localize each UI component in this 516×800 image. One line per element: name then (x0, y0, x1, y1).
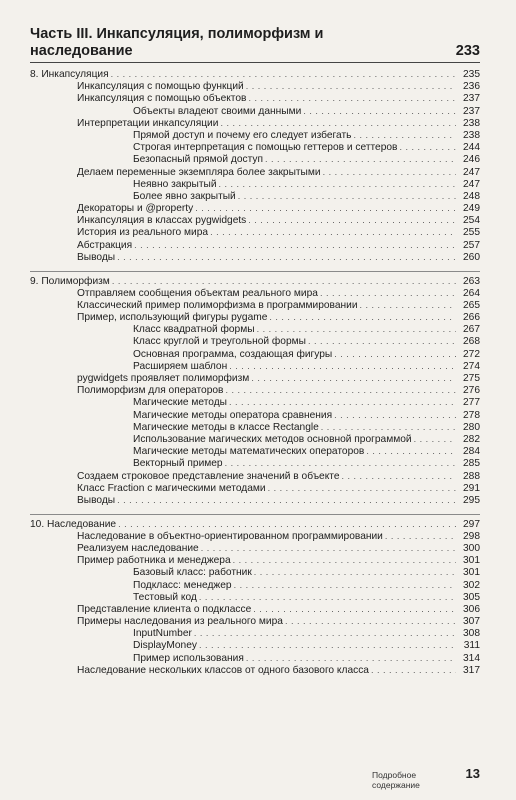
dot-leader (268, 482, 456, 494)
footer-label: Подробное содержание (372, 770, 420, 790)
table-of-contents (30, 68, 480, 684)
toc-entry-page: 255 (463, 227, 480, 239)
toc-chapter-entry[interactable] (30, 275, 480, 287)
toc-entry-title: Расширяем шаблон (133, 360, 228, 372)
dot-leader (265, 153, 456, 165)
toc-entry-title: Абстракция (77, 239, 133, 251)
toc-entry[interactable] (30, 542, 480, 554)
toc-entry-title: Полиморфизм для операторов (77, 385, 224, 397)
dot-leader (219, 178, 456, 190)
toc-entry-page: 246 (463, 154, 480, 166)
toc-entry[interactable] (30, 287, 480, 299)
toc-entry-title: Инкапсуляция с помощью функций (77, 81, 244, 93)
toc-entry-page: 307 (463, 616, 480, 628)
dot-leader (334, 409, 456, 421)
toc-entry-page: 302 (463, 579, 480, 591)
toc-entry-title: Магические методы оператора сравнения (133, 409, 333, 421)
toc-entry-title: Пример использования (133, 652, 244, 664)
toc-entry-title: Выводы (77, 494, 116, 506)
toc-entry-page: 247 (463, 166, 480, 178)
dot-leader (334, 348, 456, 360)
toc-entry-title: Использование магических методов основной программой (133, 433, 412, 445)
dot-leader (257, 323, 456, 335)
toc-entry-title: Класс квадратной формы (133, 324, 255, 336)
toc-entry-title: Базовый класс: работник (133, 567, 252, 579)
toc-entry[interactable] (30, 457, 480, 469)
toc-entry-page: 276 (463, 385, 480, 397)
toc-entry-page: 267 (463, 324, 480, 336)
toc-entry-title: Пример, использующий фигуры pygame (77, 312, 268, 324)
dot-leader (117, 251, 456, 263)
toc-entry[interactable] (30, 482, 480, 494)
toc-entry-title: Прямой доступ и почему его следует избегать (133, 129, 352, 141)
toc-entry-page: 301 (463, 555, 480, 567)
toc-entry-page: 298 (463, 530, 480, 542)
toc-entry-title: 10. Наследование (30, 518, 117, 530)
dot-leader (225, 384, 456, 396)
page-footer (372, 766, 480, 790)
toc-chapter (30, 68, 480, 263)
toc-chapter-entry[interactable] (30, 518, 480, 530)
dot-leader (134, 239, 456, 251)
toc-entry-page: 265 (463, 299, 480, 311)
toc-entry[interactable] (30, 239, 480, 251)
toc-entry-page: 248 (463, 190, 480, 202)
toc-entry-title: Отправляем сообщения объектам реального мира (77, 287, 318, 299)
toc-entry[interactable] (30, 323, 480, 335)
toc-entry[interactable] (30, 664, 480, 676)
part-title: Часть III. Инкапсуляция, полиморфизм и наследование (30, 26, 324, 59)
toc-entry[interactable] (30, 178, 480, 190)
toc-entry-page: 282 (463, 433, 480, 445)
toc-entry[interactable] (30, 311, 480, 323)
toc-entry[interactable] (30, 554, 480, 566)
toc-entry[interactable] (30, 494, 480, 506)
toc-entry[interactable] (30, 226, 480, 238)
toc-entry-title: Выводы (77, 251, 116, 263)
dot-leader (195, 202, 456, 214)
part-heading (30, 26, 480, 60)
dot-leader (366, 445, 456, 457)
toc-entry-title: Делаем переменные экземпляра более закрытыми (77, 166, 321, 178)
dot-leader (229, 396, 456, 408)
toc-entry[interactable] (30, 360, 480, 372)
toc-entry-page: 237 (463, 105, 480, 117)
toc-entry-page: 295 (463, 494, 480, 506)
dot-leader (371, 664, 456, 676)
toc-entry-title: DisplayMoney (133, 640, 197, 652)
heading-rule (30, 62, 480, 63)
toc-entry[interactable] (30, 384, 480, 396)
dot-leader (353, 129, 456, 141)
toc-entry[interactable] (30, 652, 480, 664)
dot-leader (225, 457, 456, 469)
toc-entry-page: 272 (463, 348, 480, 360)
toc-entry-title: Векторный пример (133, 458, 223, 470)
toc-chapter (30, 271, 480, 507)
toc-entry[interactable] (30, 396, 480, 408)
dot-leader (199, 591, 456, 603)
toc-entry-page: 274 (463, 360, 480, 372)
dot-leader (220, 117, 456, 129)
dot-leader (323, 166, 456, 178)
toc-entry[interactable] (30, 92, 480, 104)
toc-entry[interactable] (30, 372, 480, 384)
chapter-divider (30, 514, 480, 515)
toc-entry-page: 275 (463, 373, 480, 384)
toc-entry-title: Классический пример полиморфизма в программировании (77, 299, 358, 311)
dot-leader (246, 80, 456, 92)
dot-leader (360, 299, 456, 311)
toc-entry-page: 257 (463, 239, 480, 251)
toc-entry-page: 297 (463, 518, 480, 530)
toc-entry[interactable] (30, 202, 480, 214)
toc-entry-page: 305 (463, 591, 480, 603)
toc-entry-page: 280 (463, 421, 480, 433)
toc-entry-title: История из реального мира (77, 227, 209, 239)
toc-entry-title: InputNumber (133, 628, 192, 640)
dot-leader (201, 542, 456, 554)
toc-entry[interactable] (30, 348, 480, 360)
toc-entry-title: Пример работника и менеджера (77, 555, 231, 567)
toc-entry-page: 249 (463, 203, 480, 215)
toc-entry-title: Реализуем наследование (77, 542, 199, 554)
toc-entry-page: 317 (463, 664, 480, 676)
toc-entry-page: 300 (463, 542, 480, 554)
dot-leader (308, 335, 456, 347)
toc-entry-page: 278 (463, 409, 480, 421)
toc-entry-title: Более явно закрытый (133, 190, 236, 202)
toc-entry[interactable] (30, 117, 480, 129)
toc-entry[interactable] (30, 445, 480, 457)
toc-entry-title: Создаем строковое представление значений в объекте (77, 470, 340, 482)
toc-entry[interactable] (30, 251, 480, 263)
toc-entry-page: 314 (463, 652, 480, 664)
toc-entry[interactable] (30, 141, 480, 153)
footer-page-number: 13 (465, 766, 480, 781)
toc-entry[interactable] (30, 214, 480, 226)
dot-leader (320, 287, 456, 299)
toc-entry[interactable] (30, 470, 480, 482)
toc-entry-title: Класс Fraction с магическими методами (77, 482, 266, 494)
toc-entry-page: 244 (463, 142, 480, 154)
dot-leader (111, 68, 456, 80)
toc-entry-title: Тестовый код (133, 591, 197, 603)
dot-leader (342, 470, 456, 482)
toc-entry-title: Класс круглой и треугольной формы (133, 336, 306, 348)
toc-entry[interactable] (30, 579, 480, 591)
toc-entry-title: Основная программа, создающая фигуры (133, 348, 333, 360)
toc-chapter-entry[interactable] (30, 68, 480, 80)
toc-entry-page: 284 (463, 446, 480, 458)
dot-leader (233, 554, 456, 566)
toc-entry-page: 238 (463, 129, 480, 141)
toc-entry[interactable] (30, 566, 480, 578)
toc-entry-page: 247 (463, 178, 480, 190)
toc-entry[interactable] (30, 421, 480, 433)
toc-entry[interactable] (30, 433, 480, 445)
toc-entry-page: 238 (463, 117, 480, 129)
toc-entry[interactable] (30, 190, 480, 202)
toc-entry[interactable] (30, 299, 480, 311)
toc-entry-page: 285 (463, 458, 480, 470)
toc-chapter (30, 514, 480, 676)
toc-entry-page: 235 (463, 69, 480, 80)
dot-leader (253, 603, 456, 615)
chapter-divider (30, 271, 480, 272)
toc-entry[interactable] (30, 530, 480, 542)
toc-entry-title: Магические методы (133, 397, 227, 409)
toc-entry[interactable] (30, 409, 480, 421)
toc-entry[interactable] (30, 639, 480, 651)
toc-entry-page: 236 (463, 81, 480, 93)
toc-entry-page: 301 (463, 567, 480, 579)
toc-entry-page: 237 (463, 93, 480, 105)
toc-entry-page: 277 (463, 397, 480, 409)
part-page-number: 233 (455, 43, 480, 59)
toc-entry-page: 263 (463, 275, 480, 287)
dot-leader (246, 652, 456, 664)
dot-leader (321, 421, 456, 433)
toc-entry-page: 291 (463, 482, 480, 494)
toc-entry-title: Интерпретации инкапсуляции (77, 117, 219, 129)
dot-leader (285, 615, 456, 627)
toc-entry[interactable] (30, 335, 480, 347)
toc-entry-title: Неявно закрытый (133, 178, 217, 190)
dot-leader (399, 141, 456, 153)
toc-entry-title: Инкапсуляция с помощью объектов (77, 93, 247, 105)
toc-entry-title: Декораторы и @property (77, 203, 194, 215)
toc-entry-page: 268 (463, 336, 480, 348)
toc-entry-title: 8. Инкапсуляция (30, 69, 109, 80)
dot-leader (234, 579, 456, 591)
dot-leader (248, 92, 456, 104)
dot-leader (118, 518, 456, 530)
toc-entry-title: Инкапсуляция в классах pygwidgets (77, 215, 247, 227)
toc-entry-page: 260 (463, 251, 480, 263)
toc-entry-title: Представление клиента о подклассе (77, 603, 252, 615)
toc-entry-page: 308 (463, 628, 480, 640)
dot-leader (269, 311, 456, 323)
toc-entry[interactable] (30, 591, 480, 603)
dot-leader (210, 226, 456, 238)
toc-entry-title: Магические методы математических операторов (133, 446, 365, 458)
toc-entry-page: 266 (463, 312, 480, 324)
toc-entry-title: 9. Полиморфизм (30, 275, 110, 287)
dot-leader (303, 105, 456, 117)
toc-entry-title: Наследование в объектно-ориентированном программировании (77, 530, 383, 542)
toc-entry-page: 311 (463, 640, 480, 652)
toc-entry[interactable] (30, 627, 480, 639)
toc-entry[interactable] (30, 603, 480, 615)
toc-entry-title: Примеры наследования из реального мира (77, 616, 283, 628)
toc-entry-title: Подкласс: менеджер (133, 579, 232, 591)
dot-leader (251, 372, 456, 384)
toc-entry-page: 254 (463, 215, 480, 227)
dot-leader (229, 360, 456, 372)
toc-entry[interactable] (30, 615, 480, 627)
toc-entry-page: 264 (463, 287, 480, 299)
dot-leader (238, 190, 456, 202)
toc-entry[interactable] (30, 105, 480, 117)
dot-leader (199, 639, 456, 651)
toc-entry[interactable] (30, 166, 480, 178)
dot-leader (117, 494, 456, 506)
toc-entry-title: Наследование нескольких классов от одного базового класса (77, 664, 369, 676)
toc-entry-title: Объекты владеют своими данными (133, 105, 302, 117)
dot-leader (248, 214, 456, 226)
toc-entry[interactable] (30, 129, 480, 141)
dot-leader (254, 566, 456, 578)
dot-leader (414, 433, 456, 445)
toc-entry-title: Безопасный прямой доступ (133, 154, 263, 166)
toc-entry-title: Строгая интерпретация с помощью геттеров и сеттеров (133, 142, 398, 154)
dot-leader (194, 627, 456, 639)
toc-entry-title: Магические методы в классе Rectangle (133, 421, 319, 433)
toc-entry-page: 306 (463, 603, 480, 615)
toc-entry[interactable] (30, 153, 480, 165)
toc-entry-page: 288 (463, 470, 480, 482)
dot-leader (385, 530, 456, 542)
dot-leader (112, 275, 456, 287)
toc-entry-title: pygwidgets проявляет полиморфизм (77, 373, 250, 384)
toc-entry[interactable] (30, 80, 480, 92)
